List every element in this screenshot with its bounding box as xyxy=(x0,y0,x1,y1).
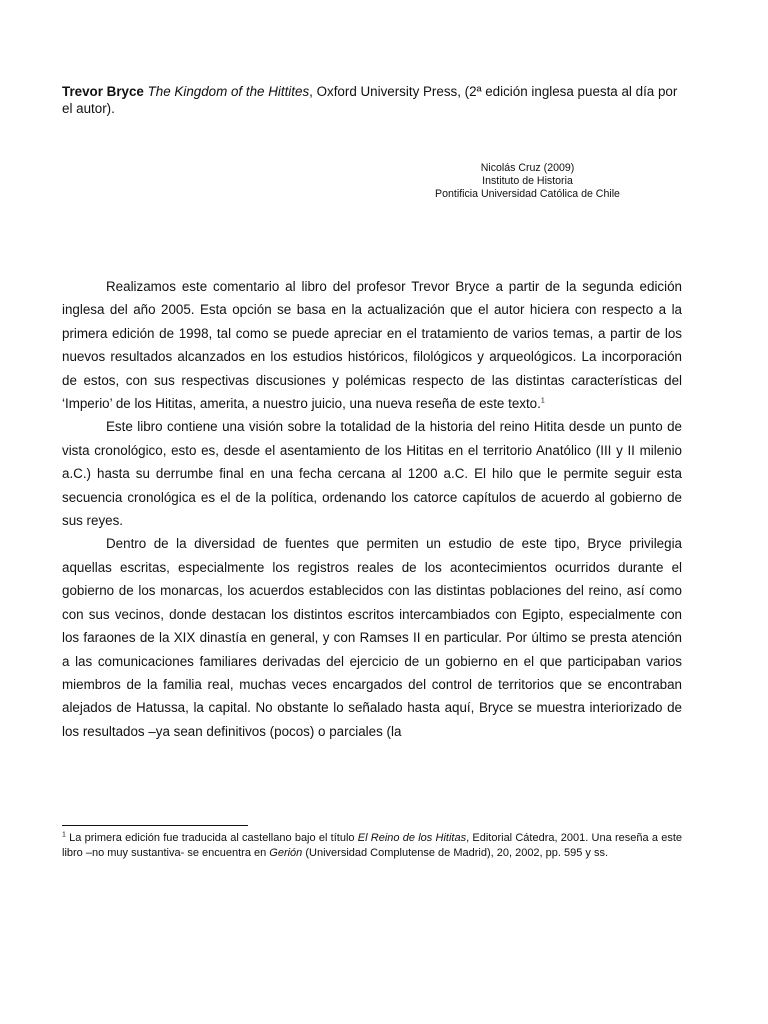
reviewer-name: Nicolás Cruz (2009) xyxy=(480,162,575,174)
reviewer-institute: Instituto de Historia xyxy=(482,175,573,187)
footnote-text: , Editorial Cátedra, 2001. Una reseña a este libro –no muy sustantiva- se encuentra en xyxy=(62,832,682,859)
footnote-italic-title: El Reino de los Hititas xyxy=(357,832,467,844)
footnote xyxy=(62,831,682,861)
footnote-text: (Universidad Complutense de Madrid), 20, 2002, pp. 595 y ss. xyxy=(302,847,609,859)
footnote-reference: 1 xyxy=(540,397,545,405)
book-author: Trevor Bryce xyxy=(62,84,144,99)
book-citation xyxy=(62,84,682,117)
footnote-number: 1 xyxy=(62,831,66,839)
book-title: The Kingdom of the Hittites xyxy=(147,84,310,99)
paragraph xyxy=(62,275,682,415)
publisher-details: , Oxford University Press, (2ª edición inglesa puesta al día por el autor). xyxy=(62,84,678,116)
reviewer-info xyxy=(400,162,655,201)
footnote-divider xyxy=(62,825,248,826)
review-body xyxy=(62,275,682,743)
reviewer-university: Pontificia Universidad Católica de Chile xyxy=(435,188,620,200)
paragraph-text: Realizamos este comentario al libro del profesor Trevor Bryce a partir de la segunda edición inglesa del año 2005. Esta opción se basa en la actualización que el autor hiciera con respecto a la primera edición de 1998, tal como se puede apreciar en el tratamiento de varios temas, a partir de los nuevos resultados alcanzados en los estudios históricos, filológicos y arqueológicos. La incorporación de estos, con sus respectivas discusiones y polémicas respecto de las distintas características del ‘Imperio’ de los Hititas, amerita, a nuestro juicio, una nueva reseña de este texto. xyxy=(62,279,682,412)
paragraph-text: Dentro de la diversidad de fuentes que permiten un estudio de este tipo, Bryce privilegia aquellas escritas, especialmente los registros reales de los acontecimientos ocurridos durante el gobierno de los monarcas, los acuerdos establecidos con las distintas poblaciones del reino, así como con sus vecinos, donde destacan los distintos escritos intercambiados con Egipto, especialmente con los faraones de la XIX dinastía en general, y con Ramses II en particular. Por último se presta atención a las comunicaciones familiares derivadas del ejercicio de un gobierno en el que participaban varios miembros de la familia real, muchas veces encargados del control de territorios que se encontraban alejados de Hatussa, la capital. No obstante lo señalado hasta aquí, Bryce se muestra interiorizado de los resultados –ya sean definitivos (pocos) o parciales (la xyxy=(62,536,682,739)
paragraph xyxy=(62,532,682,743)
paragraph-text: Este libro contiene una visión sobre la totalidad de la historia del reino Hitita desde un punto de vista cronológico, esto es, desde el asentamiento de los Hititas en el territorio Anatólico (III y II milenio a.C.) hasta su derrumbe final en una fecha cercana al 1200 a.C. El hilo que le permite seguir esta secuencia cronológica es el de la política, ordenando los catorce capítulos de acuerdo al gobierno de sus reyes. xyxy=(62,419,682,529)
footnote-text: La primera edición fue traducida al castellano bajo el título xyxy=(65,832,358,844)
footnote-italic-journal: Gerión xyxy=(269,847,303,859)
paragraph xyxy=(62,415,682,532)
